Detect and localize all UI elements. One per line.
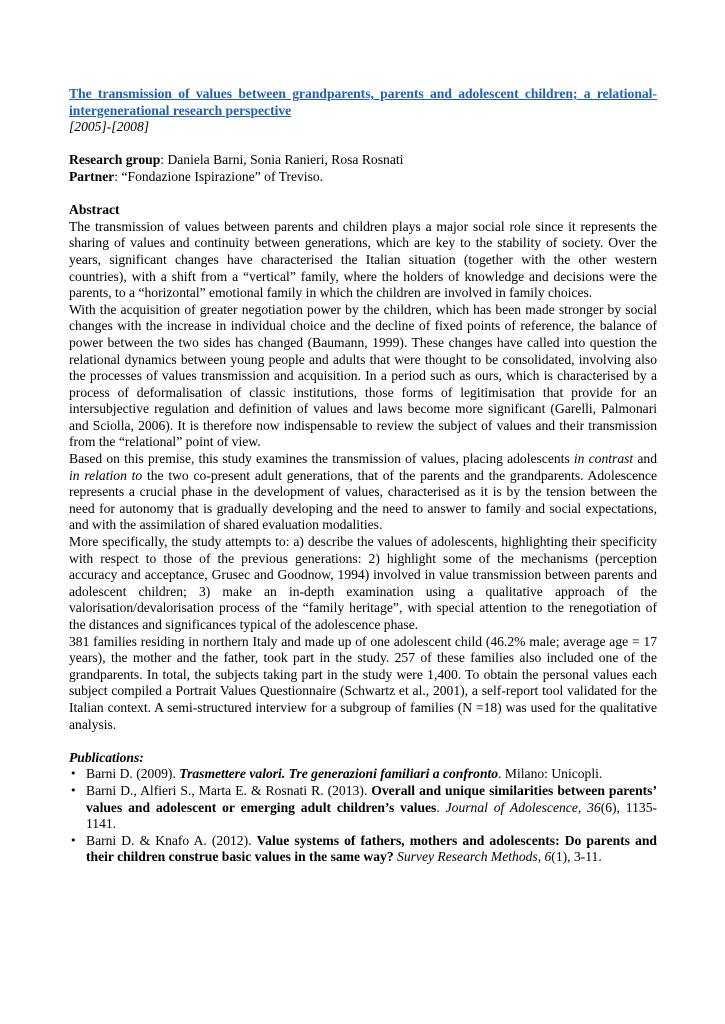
document-page (69, 86, 657, 866)
publication-journal: Survey Research Methods, 6 (397, 849, 552, 865)
research-group-label: Research group (69, 152, 161, 168)
document-title-link[interactable]: The transmission of values between grandparents, parents and adolescent children; a relational-intergenerational research perspective (69, 86, 657, 118)
publication-details: . Milano: Unicopli. (498, 766, 603, 782)
publications-list (69, 766, 657, 866)
bullet-icon: • (70, 767, 77, 781)
bullet-icon: • (70, 833, 77, 847)
research-group-line (69, 152, 657, 169)
project-dates: [2005]-[2008] (69, 119, 150, 135)
partner-label: Partner (69, 168, 115, 184)
publication-item (69, 783, 657, 833)
publication-authors: Barni D., Alfieri S., Marta E. & Rosnati R. (2013). (86, 782, 372, 798)
partner-value: : “Fondazione Ispirazione” of Treviso. (114, 168, 324, 184)
abstract-p3-text: and (633, 451, 657, 467)
abstract-p3-text: the two co-present adult generations, that of the parents and the grandparents. Adolescence represents a crucial phase in the development of values, characterised as it is by the tension between the need for autonomy that is gradually developing and the need to answer to family and social expectations, and with the assimilation of shared evaluation modalities. (69, 467, 657, 533)
abstract-p3-italic-contrast: in contrast (573, 451, 634, 467)
abstract-p3-text: Based on this premise, this study examines the transmission of values, placing adolescents (69, 451, 574, 467)
publications-heading: Publications: (69, 749, 144, 765)
publication-details: (6), 1135-1141. (86, 799, 658, 832)
abstract-paragraph-4: More specifically, the study attempts to: a) describe the values of adolescents, highlighting their specificity with respect to those of the previous generations: 2) highlight some of the mechanisms (perception accuracy and acceptance, Grusec and Goodnow, 1994) involved in value transmission between parents and adolescent children; 3) make an in-depth examination using a qualitative approach of the valorisation/devalorisation process of the “family heritage”, with special attention to the renegotiation of the distances and significances typical of the adolescence phase. (69, 534, 657, 632)
partner-line (69, 169, 657, 186)
abstract-heading: Abstract (69, 202, 120, 218)
publication-authors: Barni D. & Knafo A. (2012). (86, 832, 257, 848)
abstract-paragraph-3 (69, 451, 657, 534)
publication-title: Overall and unique similarities between parents’ values and adolescent or emerging adult children’s values (86, 782, 657, 815)
abstract-paragraph-2: With the acquisition of greater negotiation power by the children, which has been made stronger by social changes with the increase in individual choice and the decline of fixed points of reference, the balance of power between the two sides has changed (Baumann, 1999). These changes have called into question the relational dynamics between young people and adults that were thought to be consolidated, involving also the processes of values transmission and acquisition. In a period such as ours, which is characterised by a process of deformalisation of classic institutions, those forms of legitimisation that provide for an intersubjective regulation and definition of values and laws become more significant (Garelli, Palmonari and Sciolla, 2006). It is therefore now indispensable to review the subject of values and their transmission from the “relational” point of view. (69, 301, 657, 450)
publication-authors: Barni D. (2009). (86, 766, 180, 782)
publication-details: (1), 3-11. (551, 849, 602, 865)
abstract-paragraph-5: 381 families residing in northern Italy and made up of one adolescent child (46.2% male; average age = 17 years), the mother and the father, took part in the study. 257 of these families also included one of the grandparents. In total, the subjects taking part in the study were 1,400. To obtain the personal values each subject compiled a Portrait Values Questionnaire (Schwartz et al., 2001), a self-report tool validated for the Italian context. A semi-structured interview for a subgroup of families (N =18) was used for the qualitative analysis. (69, 633, 657, 732)
publication-separator: . (436, 799, 446, 815)
publication-item (69, 766, 657, 783)
publication-title: Value systems of fathers, mothers and adolescents: Do parents and their children construe basic values in the same way? (86, 832, 657, 865)
publication-title: Trasmettere valori. Tre generazioni familiari a confronto (179, 766, 499, 782)
bullet-icon: • (70, 783, 77, 797)
abstract-p3-italic-relation: in relation to (69, 467, 143, 483)
publication-journal: Journal of Adolescence, 36 (445, 799, 601, 815)
abstract-paragraph-1: The transmission of values between parents and children plays a major social role since it represents the sharing of values and continuity between generations, which are key to the stability of society. Over the years, significant changes have characterised the Italian situation (together with the other western countries), with a shift from a “vertical” family, where the holders of knowledge and decisions were the parents, to a “horizontal” emotional family in which the children are involved in family choices. (69, 218, 657, 301)
publication-item (69, 833, 657, 866)
research-group-value: : Daniela Barni, Sonia Ranieri, Rosa Rosnati (160, 152, 404, 168)
